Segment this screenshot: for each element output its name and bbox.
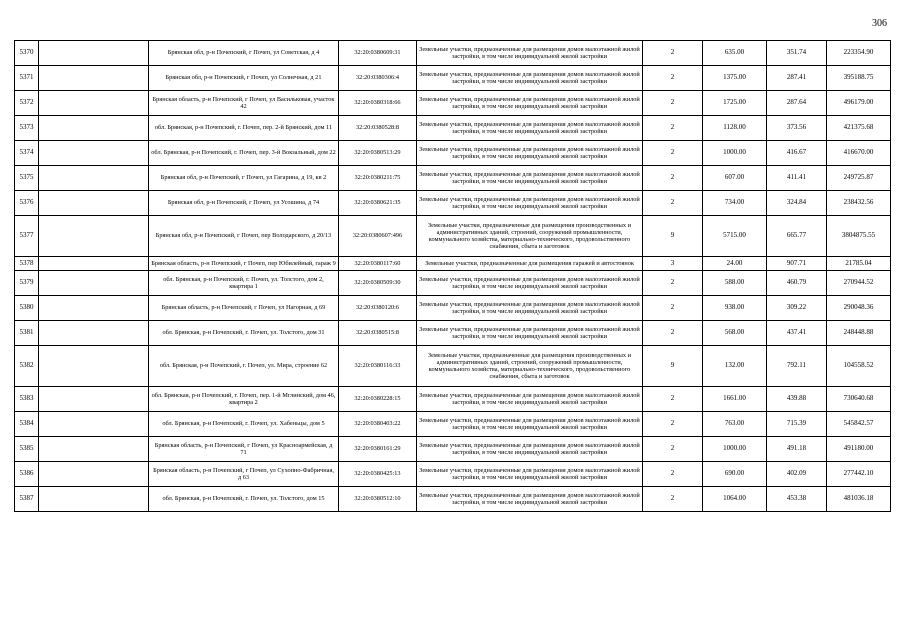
area-cell: 588.00 <box>703 271 767 296</box>
row-id: 5370 <box>15 41 39 66</box>
specific-value-cell: 665.77 <box>767 216 827 257</box>
land-use-cell: Земельные участки, предназначенные для размещения гаражей и автостоянок <box>417 257 643 271</box>
cadastral-value-cell: 249725.87 <box>827 166 891 191</box>
area-cell: 1725.00 <box>703 91 767 116</box>
address-cell: обл. Брянская, р-н Почепский, г. Почеп, пер. 2-й Брянский, дом 11 <box>149 116 339 141</box>
specific-value-cell: 453.38 <box>767 487 827 512</box>
table-row <box>15 346 891 387</box>
area-cell: 1375.00 <box>703 66 767 91</box>
land-use-cell: Земельные участки, предназначенные для размещения домов малоэтажной жилой застройки, в том числе индивидуальной жилой застройки <box>417 271 643 296</box>
land-use-cell: Земельные участки, предназначенные для размещения домов малоэтажной жилой застройки, в том числе индивидуальной жилой застройки <box>417 412 643 437</box>
cadastral-number-cell: 32:20:0380161:29 <box>339 437 417 462</box>
blank-cell <box>39 387 149 412</box>
cadastral-number-cell: 32:20:0380211:75 <box>339 166 417 191</box>
table-row <box>15 437 891 462</box>
cadastral-value-cell: 248448.88 <box>827 321 891 346</box>
group-cell: 2 <box>643 321 703 346</box>
address-cell: обл. Брянская, р-н Почепский, г. Почеп, ул. Хабеньцы, дом 5 <box>149 412 339 437</box>
row-id: 5373 <box>15 116 39 141</box>
blank-cell <box>39 66 149 91</box>
cadastral-value-cell: 290048.36 <box>827 296 891 321</box>
specific-value-cell: 907.71 <box>767 257 827 271</box>
address-cell: Брянская обл, р-н Почепский, г Почеп, ул Гагарина, д 19, кв 2 <box>149 166 339 191</box>
address-cell: Брянская обл, р-н Почепский, г Почеп, ул Солнечная, д 21 <box>149 66 339 91</box>
table-row <box>15 216 891 257</box>
row-id: 5383 <box>15 387 39 412</box>
cadastral-number-cell: 32:20:0380120:6 <box>339 296 417 321</box>
specific-value-cell: 491.18 <box>767 437 827 462</box>
blank-cell <box>39 216 149 257</box>
group-cell: 2 <box>643 387 703 412</box>
blank-cell <box>39 346 149 387</box>
blank-cell <box>39 462 149 487</box>
row-id: 5386 <box>15 462 39 487</box>
cadastral-number-cell: 32:20:0380306:4 <box>339 66 417 91</box>
row-id: 5376 <box>15 191 39 216</box>
row-id: 5381 <box>15 321 39 346</box>
cadastral-number-cell: 32:20:0380609:31 <box>339 41 417 66</box>
land-use-cell: Земельные участки, предназначенные для размещения домов малоэтажной жилой застройки, в том числе индивидуальной жилой застройки <box>417 437 643 462</box>
row-id: 5387 <box>15 487 39 512</box>
table-row <box>15 116 891 141</box>
address-cell: обл. Брянская, р-н Почепский, г. Почеп, ул. Мира, строение 62 <box>149 346 339 387</box>
cadastral-number-cell: 32:20:0380318:66 <box>339 91 417 116</box>
group-cell: 9 <box>643 216 703 257</box>
specific-value-cell: 287.64 <box>767 91 827 116</box>
blank-cell <box>39 41 149 66</box>
land-use-cell: Земельные участки, предназначенные для размещения домов малоэтажной жилой застройки, в том числе индивидуальной жилой застройки <box>417 296 643 321</box>
cadastral-number-cell: 32:20:0380515:8 <box>339 321 417 346</box>
specific-value-cell: 792.11 <box>767 346 827 387</box>
cadastral-number-cell: 32:20:0380403:22 <box>339 412 417 437</box>
land-use-cell: Земельные участки, предназначенные для размещения домов малоэтажной жилой застройки, в том числе индивидуальной жилой застройки <box>417 141 643 166</box>
cadastral-value-cell: 104558.52 <box>827 346 891 387</box>
address-cell: обл. Брянская, р-н Почепский, г. Почеп, ул. Толстого, дом 31 <box>149 321 339 346</box>
specific-value-cell: 309.22 <box>767 296 827 321</box>
cadastral-value-cell: 421375.68 <box>827 116 891 141</box>
cadastral-value-cell: 416670.00 <box>827 141 891 166</box>
address-cell: обл. Брянская, р-н Почепский, г. Почеп, пер. 1-й Мглинский, дом 46, квартира 2 <box>149 387 339 412</box>
specific-value-cell: 460.79 <box>767 271 827 296</box>
blank-cell <box>39 296 149 321</box>
land-use-cell: Земельные участки, предназначенные для размещения домов малоэтажной жилой застройки, в том числе индивидуальной жилой застройки <box>417 487 643 512</box>
land-use-cell: Земельные участки, предназначенные для размещения производственных и административных зданий, строений, сооружений промышленности, коммунального хозяйства, материально-технического, продовольственного снабжения, сбыта и заготовок <box>417 346 643 387</box>
row-id: 5378 <box>15 257 39 271</box>
address-cell: Брянская область, р-н Почепский, г Почеп, ул Нагорная, д 69 <box>149 296 339 321</box>
area-cell: 1000.00 <box>703 437 767 462</box>
cadastral-value-cell: 223354.90 <box>827 41 891 66</box>
table-row <box>15 91 891 116</box>
table-row <box>15 462 891 487</box>
specific-value-cell: 437.41 <box>767 321 827 346</box>
cadastral-number-cell: 32:20:0380116:33 <box>339 346 417 387</box>
table-row <box>15 271 891 296</box>
group-cell: 2 <box>643 412 703 437</box>
address-cell: обл. Брянская, р-н Почепский, г. Почеп, ул. Толстого, дом 15 <box>149 487 339 512</box>
blank-cell <box>39 271 149 296</box>
group-cell: 2 <box>643 66 703 91</box>
cadastral-value-cell: 270944.52 <box>827 271 891 296</box>
group-cell: 2 <box>643 41 703 66</box>
group-cell: 2 <box>643 296 703 321</box>
row-id: 5375 <box>15 166 39 191</box>
table-row <box>15 41 891 66</box>
land-use-cell: Земельные участки, предназначенные для размещения домов малоэтажной жилой застройки, в том числе индивидуальной жилой застройки <box>417 41 643 66</box>
specific-value-cell: 287.41 <box>767 66 827 91</box>
row-id: 5374 <box>15 141 39 166</box>
area-cell: 1064.00 <box>703 487 767 512</box>
cadastral-value-cell: 491180.00 <box>827 437 891 462</box>
table-row <box>15 191 891 216</box>
table-row <box>15 257 891 271</box>
cadastral-number-cell: 32:20:0380117:60 <box>339 257 417 271</box>
specific-value-cell: 416.67 <box>767 141 827 166</box>
cadastral-number-cell: 32:20:0380513:29 <box>339 141 417 166</box>
table-row <box>15 387 891 412</box>
row-id: 5377 <box>15 216 39 257</box>
blank-cell <box>39 141 149 166</box>
row-id: 5372 <box>15 91 39 116</box>
cadastral-number-cell: 32:20:0380512:10 <box>339 487 417 512</box>
cadastral-number-cell: 32:20:0380509:30 <box>339 271 417 296</box>
group-cell: 9 <box>643 346 703 387</box>
blank-cell <box>39 166 149 191</box>
address-cell: обл. Брянская, р-н Почепский, г. Почеп, пер. 3-й Вокзальный, дом 22 <box>149 141 339 166</box>
address-cell: Брянская обл, р-н Почепский, г Почеп, ул Усошина, д 74 <box>149 191 339 216</box>
blank-cell <box>39 116 149 141</box>
group-cell: 2 <box>643 271 703 296</box>
land-use-cell: Земельные участки, предназначенные для размещения домов малоэтажной жилой застройки, в том числе индивидуальной жилой застройки <box>417 387 643 412</box>
cadastral-value-cell: 730640.68 <box>827 387 891 412</box>
address-cell: Брянская обл, р-н Почепский, г Почеп, ул Советская, д 4 <box>149 41 339 66</box>
blank-cell <box>39 437 149 462</box>
row-id: 5385 <box>15 437 39 462</box>
area-cell: 5715.00 <box>703 216 767 257</box>
group-cell: 2 <box>643 487 703 512</box>
cadastral-value-cell: 545842.57 <box>827 412 891 437</box>
area-cell: 24.00 <box>703 257 767 271</box>
specific-value-cell: 439.88 <box>767 387 827 412</box>
cadastral-number-cell: 32:20:0380528:8 <box>339 116 417 141</box>
area-cell: 607.00 <box>703 166 767 191</box>
cadastral-value-cell: 3804875.55 <box>827 216 891 257</box>
area-cell: 938.00 <box>703 296 767 321</box>
cadastral-value-cell: 481036.18 <box>827 487 891 512</box>
area-cell: 1000.00 <box>703 141 767 166</box>
land-use-cell: Земельные участки, предназначенные для размещения производственных и административных зданий, строений, сооружений промышленности, коммунального хозяйства, материально-технического, продовольственного снабжения, сбыта и заготовок <box>417 216 643 257</box>
table-row <box>15 412 891 437</box>
cadastral-number-cell: 32:20:0380621:35 <box>339 191 417 216</box>
row-id: 5384 <box>15 412 39 437</box>
blank-cell <box>39 91 149 116</box>
land-use-cell: Земельные участки, предназначенные для размещения домов малоэтажной жилой застройки, в том числе индивидуальной жилой застройки <box>417 66 643 91</box>
cadastral-number-cell: 32:20:0380607:496 <box>339 216 417 257</box>
address-cell: Брянская область, р-н Почепский, г Почеп, ул Красноармейская, д 71 <box>149 437 339 462</box>
group-cell: 2 <box>643 462 703 487</box>
area-cell: 1661.00 <box>703 387 767 412</box>
group-cell: 2 <box>643 191 703 216</box>
blank-cell <box>39 412 149 437</box>
land-use-cell: Земельные участки, предназначенные для размещения домов малоэтажной жилой застройки, в том числе индивидуальной жилой застройки <box>417 166 643 191</box>
blank-cell <box>39 191 149 216</box>
table-row <box>15 296 891 321</box>
land-use-cell: Земельные участки, предназначенные для размещения домов малоэтажной жилой застройки, в том числе индивидуальной жилой застройки <box>417 191 643 216</box>
land-use-cell: Земельные участки, предназначенные для размещения домов малоэтажной жилой застройки, в том числе индивидуальной жилой застройки <box>417 116 643 141</box>
cadastral-value-cell: 277442.10 <box>827 462 891 487</box>
address-cell: Брянская область, р-н Почепский, г Почеп, пер Юбилейный, гараж 9 <box>149 257 339 271</box>
area-cell: 763.00 <box>703 412 767 437</box>
cadastral-number-cell: 32:20:0380425:13 <box>339 462 417 487</box>
area-cell: 690.00 <box>703 462 767 487</box>
address-cell: Брянская область, р-н Почепский, г Почеп, ул Сухопно-Фабричная, д 63 <box>149 462 339 487</box>
row-id: 5382 <box>15 346 39 387</box>
cadastral-number-cell: 32:20:0380228:15 <box>339 387 417 412</box>
cadastral-value-table <box>14 40 891 512</box>
area-cell: 132.00 <box>703 346 767 387</box>
group-cell: 3 <box>643 257 703 271</box>
cadastral-value-cell: 21785.04 <box>827 257 891 271</box>
blank-cell <box>39 487 149 512</box>
blank-cell <box>39 321 149 346</box>
address-cell: Брянская обл, р-н Почепский, г Почеп, пер Володарского, д 20/13 <box>149 216 339 257</box>
page-number: 306 <box>872 18 887 29</box>
address-cell: Брянская область, р-н Почепский, г Почеп, ул Васильковая, участок 42 <box>149 91 339 116</box>
table-row <box>15 141 891 166</box>
table-row <box>15 66 891 91</box>
table-row <box>15 487 891 512</box>
specific-value-cell: 402.09 <box>767 462 827 487</box>
specific-value-cell: 324.84 <box>767 191 827 216</box>
specific-value-cell: 373.56 <box>767 116 827 141</box>
cadastral-value-cell: 496179.00 <box>827 91 891 116</box>
row-id: 5380 <box>15 296 39 321</box>
row-id: 5379 <box>15 271 39 296</box>
table-row <box>15 166 891 191</box>
land-use-cell: Земельные участки, предназначенные для размещения домов малоэтажной жилой застройки, в том числе индивидуальной жилой застройки <box>417 91 643 116</box>
area-cell: 734.00 <box>703 191 767 216</box>
address-cell: обл. Брянская, р-н Почепский, г. Почеп, ул. Толстого, дом 2, квартира 1 <box>149 271 339 296</box>
specific-value-cell: 715.39 <box>767 412 827 437</box>
cadastral-value-cell: 238432.56 <box>827 191 891 216</box>
land-use-cell: Земельные участки, предназначенные для размещения домов малоэтажной жилой застройки, в том числе индивидуальной жилой застройки <box>417 462 643 487</box>
row-id: 5371 <box>15 66 39 91</box>
blank-cell <box>39 257 149 271</box>
cadastral-value-cell: 395188.75 <box>827 66 891 91</box>
land-use-cell: Земельные участки, предназначенные для размещения домов малоэтажной жилой застройки, в том числе индивидуальной жилой застройки <box>417 321 643 346</box>
area-cell: 1128.00 <box>703 116 767 141</box>
specific-value-cell: 411.41 <box>767 166 827 191</box>
group-cell: 2 <box>643 91 703 116</box>
group-cell: 2 <box>643 141 703 166</box>
group-cell: 2 <box>643 116 703 141</box>
table-row <box>15 321 891 346</box>
specific-value-cell: 351.74 <box>767 41 827 66</box>
group-cell: 2 <box>643 166 703 191</box>
area-cell: 568.00 <box>703 321 767 346</box>
area-cell: 635.00 <box>703 41 767 66</box>
group-cell: 2 <box>643 437 703 462</box>
